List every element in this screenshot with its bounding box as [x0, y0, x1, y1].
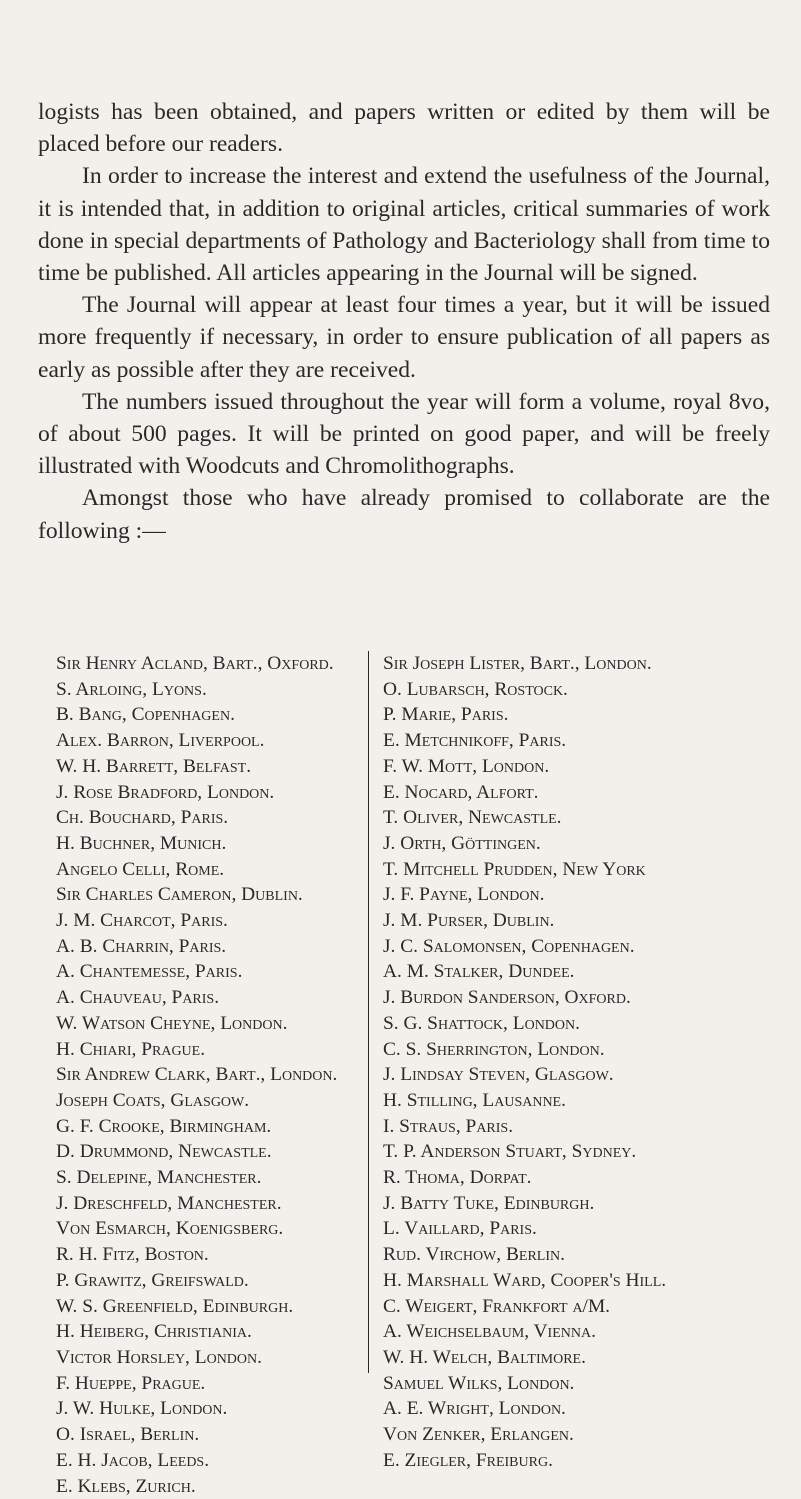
collaborator-entry: H. Heiberg, Christiania.: [56, 1319, 368, 1345]
collaborator-entry: G. F. Crooke, Birmingham.: [56, 1114, 368, 1140]
collaborator-entry: Von Zenker, Erlangen.: [383, 1422, 763, 1448]
collaborator-entry: P. Marie, Paris.: [383, 702, 763, 728]
collaborator-entry: Alex. Barron, Liverpool.: [56, 728, 368, 754]
collaborator-entry: C. Weigert, Frankfort a/M.: [383, 1294, 763, 1320]
collaborator-entry: W. H. Welch, Baltimore.: [383, 1345, 763, 1371]
collaborator-entry: E. Nocard, Alfort.: [383, 780, 763, 806]
collaborator-entry: E. Ziegler, Freiburg.: [383, 1448, 763, 1474]
collaborator-entry: A. Weichselbaum, Vienna.: [383, 1319, 763, 1345]
collaborator-entry: J. Dreschfeld, Manchester.: [56, 1191, 368, 1217]
collaborator-entry: J. F. Payne, London.: [383, 882, 763, 908]
collaborator-entry: E. Klebs, Zurich.: [56, 1474, 368, 1499]
collaborator-entry: Victor Horsley, London.: [56, 1345, 368, 1371]
paragraph: The Journal will appear at least four times a year, but it will be issued more frequently if necessary, in order to ensure publication of all papers as early as possible after they are received.: [38, 289, 770, 386]
collaborator-entry: H. Chiari, Prague.: [56, 1037, 368, 1063]
collaborator-entry: L. Vaillard, Paris.: [383, 1216, 763, 1242]
collaborator-entry: Rud. Virchow, Berlin.: [383, 1242, 763, 1268]
collaborator-entry: P. Grawitz, Greifswald.: [56, 1268, 368, 1294]
collaborator-entry: I. Straus, Paris.: [383, 1114, 763, 1140]
collaborator-entry: O. Lubarsch, Rostock.: [383, 677, 763, 703]
paragraph: Amongst those who have already promised to collaborate are the following :—: [38, 482, 770, 546]
collaborator-entry: Samuel Wilks, London.: [383, 1371, 763, 1397]
collaborator-entry: E. H. Jacob, Leeds.: [56, 1448, 368, 1474]
collaborator-entry: Von Esmarch, Koenigsberg.: [56, 1216, 368, 1242]
paragraph: In order to increase the interest and extend the usefulness of the Journal, it is intended that, in addition to original articles, critical summaries of work done in special departments of Pathology and Bacteriology shall from time to time be published. All articles appearing in the Journal will be signed.: [38, 160, 770, 289]
collaborator-entry: O. Israel, Berlin.: [56, 1422, 368, 1448]
collaborators-right-column: [383, 651, 763, 1499]
collaborator-entry: J. Batty Tuke, Edinburgh.: [383, 1191, 763, 1217]
collaborator-entry: J. M. Charcot, Paris.: [56, 908, 368, 934]
collaborator-entry: D. Drummond, Newcastle.: [56, 1139, 368, 1165]
collaborator-entry: F. Hueppe, Prague.: [56, 1371, 368, 1397]
collaborator-entry: S. Arloing, Lyons.: [56, 677, 368, 703]
collaborator-entry: J. Rose Bradford, London.: [56, 780, 368, 806]
collaborators-left-column: [56, 651, 368, 1499]
collaborator-entry: J. Burdon Sanderson, Oxford.: [383, 985, 763, 1011]
collaborator-entry: R. Thoma, Dorpat.: [383, 1165, 763, 1191]
collaborator-entry: H. Stilling, Lausanne.: [383, 1088, 763, 1114]
collaborator-entry: A. Chauveau, Paris.: [56, 985, 368, 1011]
collaborator-entry: J. C. Salomonsen, Copenhagen.: [383, 934, 763, 960]
collaborator-entry: J. Lindsay Steven, Glasgow.: [383, 1062, 763, 1088]
collaborator-entry: H. Marshall Ward, Cooper's Hill.: [383, 1268, 763, 1294]
collaborator-entry: H. Buchner, Munich.: [56, 831, 368, 857]
collaborator-entry: T. P. Anderson Stuart, Sydney.: [383, 1139, 763, 1165]
collaborator-entry: T. Oliver, Newcastle.: [383, 805, 763, 831]
collaborator-entry: Sir Henry Acland, Bart., Oxford.: [56, 651, 368, 677]
collaborator-entry: R. H. Fitz, Boston.: [56, 1242, 368, 1268]
collaborator-entry: Angelo Celli, Rome.: [56, 857, 368, 883]
collaborator-entry: J. M. Purser, Dublin.: [383, 908, 763, 934]
column-divider: [368, 651, 369, 1373]
collaborator-entry: E. Metchnikoff, Paris.: [383, 728, 763, 754]
collaborator-entry: A. B. Charrin, Paris.: [56, 934, 368, 960]
paragraph: The numbers issued throughout the year will form a volume, royal 8vo, of about 500 pages. It will be printed on good paper, and will be freely illustrated with Woodcuts and Chromolithographs.: [38, 386, 770, 483]
collaborator-entry: C. S. Sherrington, London.: [383, 1037, 763, 1063]
paragraph: logists has been obtained, and papers written or edited by them will be placed before our readers.: [38, 96, 770, 160]
collaborators-list: [56, 651, 772, 1499]
collaborator-entry: J. Orth, Göttingen.: [383, 831, 763, 857]
collaborator-entry: B. Bang, Copenhagen.: [56, 702, 368, 728]
collaborator-entry: S. Delepine, Manchester.: [56, 1165, 368, 1191]
collaborator-entry: S. G. Shattock, London.: [383, 1011, 763, 1037]
collaborator-entry: F. W. Mott, London.: [383, 754, 763, 780]
collaborator-entry: Sir Joseph Lister, Bart., London.: [383, 651, 763, 677]
announcement-text: [38, 96, 770, 547]
collaborator-entry: Sir Andrew Clark, Bart., London.: [56, 1062, 368, 1088]
collaborator-entry: W. H. Barrett, Belfast.: [56, 754, 368, 780]
collaborator-entry: J. W. Hulke, London.: [56, 1396, 368, 1422]
collaborator-entry: Ch. Bouchard, Paris.: [56, 805, 368, 831]
collaborator-entry: A. Chantemesse, Paris.: [56, 959, 368, 985]
collaborator-entry: Sir Charles Cameron, Dublin.: [56, 882, 368, 908]
collaborator-entry: A. M. Stalker, Dundee.: [383, 959, 763, 985]
collaborator-entry: T. Mitchell Prudden, New York: [383, 857, 763, 883]
collaborator-entry: W. Watson Cheyne, London.: [56, 1011, 368, 1037]
collaborator-entry: A. E. Wright, London.: [383, 1396, 763, 1422]
collaborator-entry: Joseph Coats, Glasgow.: [56, 1088, 368, 1114]
collaborator-entry: W. S. Greenfield, Edinburgh.: [56, 1294, 368, 1320]
